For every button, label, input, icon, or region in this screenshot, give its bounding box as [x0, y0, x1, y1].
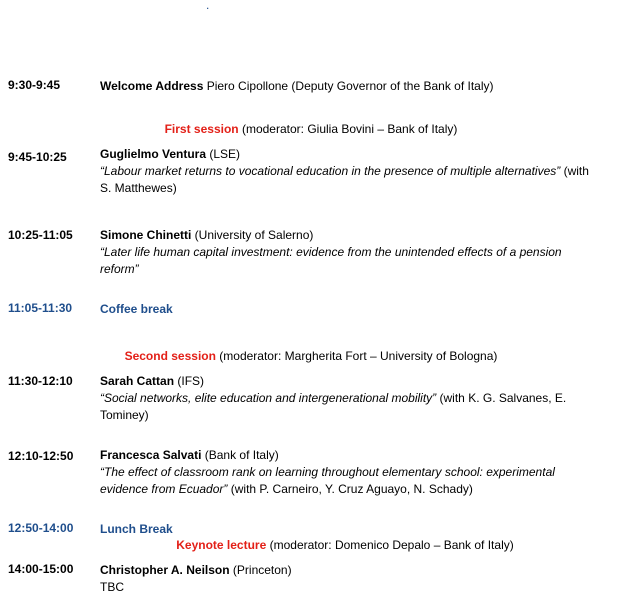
- welcome-row: [100, 78, 592, 95]
- talk2-time: 10:25-11:05: [8, 228, 73, 242]
- second-session-moderator: (moderator: Margherita Fort – University of Bologna): [215, 349, 498, 363]
- talk5-title: TBC: [100, 580, 124, 594]
- keynote-moderator: (moderator: Domenico Depalo – Bank of Italy): [266, 538, 514, 552]
- second-session-header: [0, 349, 622, 363]
- first-session-label: First session: [164, 122, 239, 136]
- first-session-moderator: (moderator: Giulia Bovini – Bank of Italy): [238, 122, 458, 136]
- talk5-entry: [100, 562, 592, 596]
- talk5-speaker: Christopher A. Neilson: [100, 563, 230, 577]
- talk4-affiliation: (Bank of Italy): [201, 448, 279, 462]
- talk4-coauthors: (with P. Carneiro, Y. Cruz Aguayo, N. Schady): [227, 482, 473, 496]
- talk1-speaker: Guglielmo Ventura: [100, 147, 207, 161]
- talk4-speaker: Francesca Salvati: [100, 448, 202, 462]
- talk3-coauthors: (with K. G. Salvanes, E. Tominey): [100, 391, 567, 422]
- talk4-title: “The effect of classroom rank on learning throughout elementary school: experimental evidence from Ecuador”: [100, 465, 555, 496]
- keynote-header: [34, 538, 622, 552]
- keynote-label: Keynote lecture: [176, 538, 267, 552]
- talk3-speaker: Sarah Cattan: [100, 374, 175, 388]
- talk1-time: 9:45-10:25: [8, 150, 67, 164]
- talk3-time: 11:30-12:10: [8, 374, 73, 388]
- talk2-entry: [100, 227, 592, 278]
- top-mark: .: [206, 0, 210, 12]
- lunch-row: [100, 521, 592, 538]
- talk1-title: “Labour market returns to vocational education in the presence of multiple alternatives”: [100, 164, 561, 178]
- first-session-header: [0, 122, 622, 136]
- coffee-label: Coffee break: [100, 302, 173, 316]
- talk2-affiliation: (University of Salerno): [191, 228, 314, 242]
- talk4-entry: [100, 447, 592, 498]
- welcome-text: Piero Cipollone (Deputy Governor of the Bank of Italy): [203, 79, 494, 93]
- talk3-entry: [100, 373, 592, 424]
- talk5-affiliation: (Princeton): [229, 563, 292, 577]
- talk2-title: “Later life human capital investment: evidence from the unintended effects of a pension reform”: [100, 245, 562, 276]
- talk1-affiliation: (LSE): [206, 147, 241, 161]
- talk3-title: “Social networks, elite education and intergenerational mobility”: [100, 391, 437, 405]
- talk1-entry: [100, 146, 592, 197]
- talk1-coauthors: (with S. Matthewes): [100, 164, 589, 195]
- talk5-time: 14:00-15:00: [8, 562, 74, 576]
- welcome-time: 9:30-9:45: [8, 78, 61, 92]
- lunch-time: 12:50-14:00: [8, 521, 74, 535]
- coffee-time: 11:05-11:30: [8, 301, 73, 315]
- talk3-affiliation: (IFS): [174, 374, 205, 388]
- welcome-title: Welcome Address: [100, 79, 204, 93]
- talk2-speaker: Simone Chinetti: [100, 228, 192, 242]
- lunch-label: Lunch Break: [100, 522, 173, 536]
- coffee-row: [100, 301, 592, 318]
- talk4-time: 12:10-12:50: [8, 449, 74, 463]
- second-session-label: Second session: [124, 349, 216, 363]
